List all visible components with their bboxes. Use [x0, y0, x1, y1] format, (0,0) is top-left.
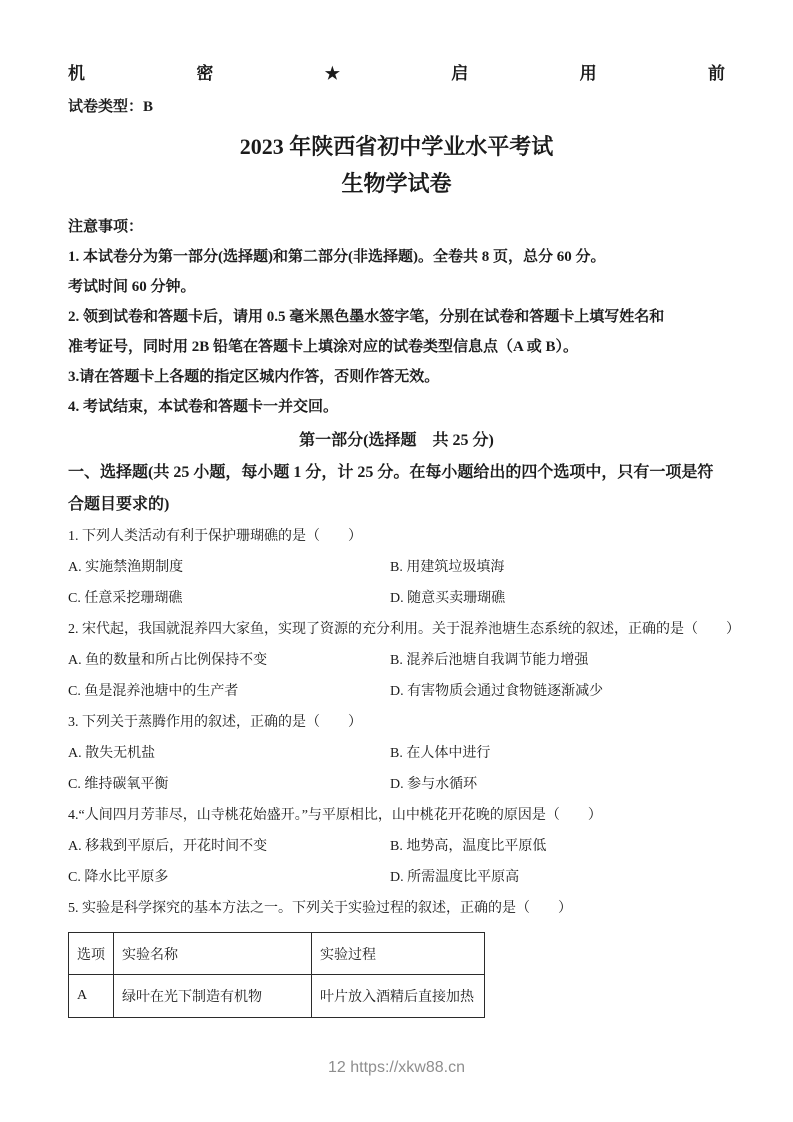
- question-2: [68, 614, 740, 707]
- question-stem: 5. 实验是科学探究的基本方法之一。下列关于实验过程的叙述，正确的是（ ）: [68, 901, 572, 916]
- table-header-row: [69, 933, 485, 975]
- options-grid: [68, 645, 725, 707]
- table-cell-option: A: [69, 975, 114, 1018]
- section1-heading: [68, 457, 725, 521]
- security-char: 启: [451, 64, 469, 83]
- question-stem: 1. 下列人类活动有利于保护珊瑚礁的是（ ）: [68, 529, 362, 544]
- notice-line: 3.请在答题卡上各题的指定区城内作答，否则作答无效。: [68, 369, 440, 385]
- table-header-process: 实验过程: [312, 933, 485, 975]
- option-a: A. 实施禁渔期制度: [68, 560, 184, 575]
- option-c: C. 降水比平原多: [68, 870, 169, 885]
- question-stem: 4.“人间四月芳菲尽，山寺桃花始盛开。”与平原相比，山中桃花开花晚的原因是（ ）: [68, 808, 602, 823]
- notice-line: 4. 考试结束，本试卷和答题卡一并交回。: [68, 399, 339, 415]
- notice-heading: 注意事项：: [68, 219, 144, 235]
- options-grid: [68, 738, 725, 800]
- notice-section: [68, 212, 725, 422]
- option-b: B. 地势高，温度比平原低: [390, 839, 547, 854]
- security-banner: [68, 62, 725, 86]
- notice-line: 2. 领到试卷和答题卡后，请用 0.5 毫米黑色墨水签字笔，分别在试卷和答题卡上填写姓名和: [68, 309, 665, 325]
- question-1: [68, 521, 725, 614]
- table-cell-name: 绿叶在光下制造有机物: [114, 975, 312, 1018]
- notice-line: 考试时间 60 分钟。: [68, 279, 196, 295]
- notice-line: 准考证号，同时用 2B 铅笔在答题卡上填涂对应的试卷类型信息点（A 或 B）。: [68, 339, 579, 355]
- option-c: C. 鱼是混养池塘中的生产者: [68, 684, 239, 699]
- section1-heading-line: 合题目要求的): [68, 496, 170, 513]
- option-d: D. 有害物质会通过食物链逐渐减少: [390, 684, 604, 699]
- exam-title: 2023 年陕西省初中学业水平考试: [239, 134, 554, 159]
- option-c: C. 任意采挖珊瑚礁: [68, 591, 183, 606]
- option-d: D. 参与水循环: [390, 777, 478, 792]
- question-stem: 3. 下列关于蒸腾作用的叙述，正确的是（ ）: [68, 715, 362, 730]
- table-header-option: 选项: [69, 933, 114, 975]
- option-a: A. 鱼的数量和所占比例保持不变: [68, 653, 268, 668]
- option-b: B. 混养后池塘自我调节能力增强: [390, 653, 589, 668]
- experiment-table: [68, 932, 485, 1018]
- security-char: 密: [196, 64, 214, 83]
- option-a: A. 散失无机盐: [68, 746, 156, 761]
- notice-line: 1. 本试卷分为第一部分(选择题)和第二部分(非选择题)。全卷共 8 页，总分 60 分。: [68, 249, 606, 265]
- options-grid: [68, 831, 725, 893]
- table-row: [69, 975, 485, 1018]
- security-char: 用: [579, 64, 597, 83]
- paper-type-label: 试卷类型：B: [68, 99, 154, 115]
- option-b: B. 在人体中进行: [390, 746, 491, 761]
- options-grid: [68, 552, 725, 614]
- option-d: D. 所需温度比平原高: [390, 870, 520, 885]
- section1-heading-line: 一、选择题(共 25 小题，每小题 1 分，计 25 分。在每小题给出的四个选项中，只有一项是符: [68, 464, 714, 481]
- security-char: 前: [707, 64, 725, 83]
- question-stem: 2. 宋代起，我国就混养四大家鱼，实现了资源的充分利用。关于混养池塘生态系统的叙述，正确的是（ ）: [68, 622, 740, 637]
- option-b: B. 用建筑垃圾填海: [390, 560, 505, 575]
- question-4: [68, 800, 725, 893]
- option-a: A. 移栽到平原后，开花时间不变: [68, 839, 268, 854]
- star-icon: ★: [324, 64, 340, 83]
- question-3: [68, 707, 725, 800]
- security-char: 机: [68, 64, 85, 83]
- option-c: C. 维持碳氧平衡: [68, 777, 169, 792]
- part1-heading: 第一部分(选择题 共 25 分): [299, 432, 494, 449]
- table-cell-process: 叶片放入酒精后直接加热: [312, 975, 485, 1018]
- exam-subtitle: 生物学试卷: [341, 171, 452, 196]
- option-d: D. 随意买卖珊瑚礁: [390, 591, 506, 606]
- table-header-name: 实验名称: [114, 933, 312, 975]
- question-5: [68, 893, 725, 1018]
- page-footer: 12 https://xkw88.cn: [328, 1059, 465, 1076]
